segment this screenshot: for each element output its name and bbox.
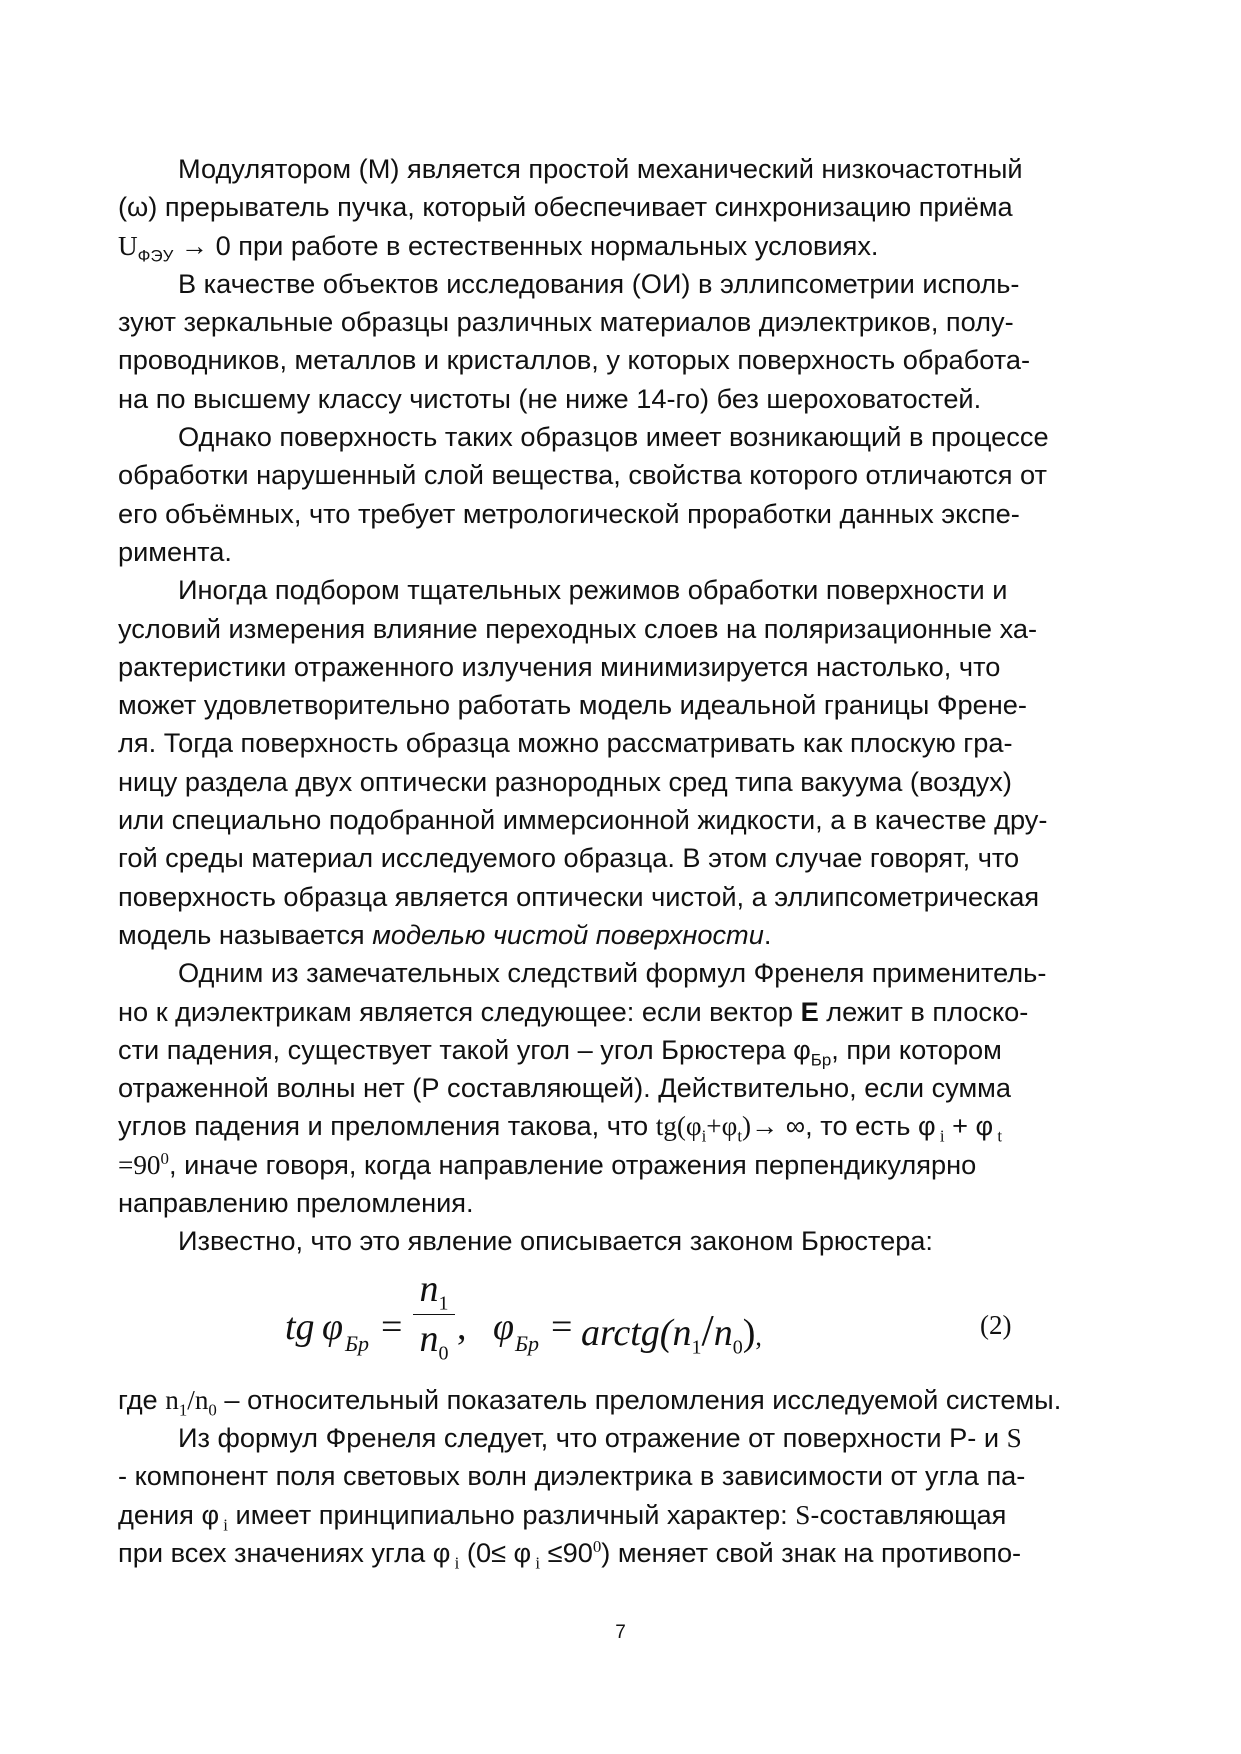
p3-line-1: Однако поверхность таких образцов имеет возникающий в процессе: [178, 421, 1049, 453]
p4-line-9: поверхность образца является оптически чистой, а эллипсометрическая: [118, 880, 1040, 912]
p5-line-3: [118, 1031, 1123, 1069]
p3-line-4: римента.: [118, 535, 232, 567]
p2-line-3: проводников, металлов и кристаллов, у которых поверхность обработа-: [118, 344, 1031, 376]
s-letter-2: S: [795, 1499, 811, 1530]
p8-line-3-start: дения φ: [118, 1498, 220, 1530]
p2-line-4: на по высшему классу чистоты (не ниже 14-го) без шероховатостей.: [118, 382, 982, 414]
p8-line-4-start: при всех значениях угла φ: [118, 1536, 451, 1568]
arctg-slash: /: [701, 1306, 714, 1355]
p5-line-1: Одним из замечательных следствий формул Френеля применитель-: [178, 957, 1047, 989]
formula-comma: ,: [457, 1306, 467, 1348]
n0-sub: 0: [208, 1400, 217, 1420]
p5-line-2: [118, 993, 1123, 1031]
formula-phi-2: φ: [493, 1306, 515, 1348]
page-number: 7: [615, 1622, 626, 1643]
sub-t: t: [737, 1126, 742, 1146]
tg-expression: [655, 1111, 752, 1146]
p8-degree-sup: 0: [592, 1536, 602, 1556]
num-n: n: [419, 1268, 439, 1310]
p7-rest: – относительный показатель преломления исследуемой системы.: [216, 1383, 1062, 1415]
brewster-subscript: Бр: [810, 1050, 832, 1070]
num-sub: 1: [438, 1292, 449, 1315]
degree-sup: 0: [160, 1148, 169, 1168]
p5-line-3-end: , при котором: [831, 1033, 1002, 1065]
tg-close: ): [742, 1111, 752, 1142]
sub-i: i: [701, 1126, 707, 1146]
n-ratio: [165, 1384, 217, 1420]
p4-line-10-start: модель называется: [118, 918, 373, 950]
fraction-bar: [413, 1314, 455, 1315]
u-subscript: ФЭУ: [137, 246, 174, 266]
p5-line-4: отраженной волны нет (Р составляющей). Действительно, если сумма: [118, 1072, 1011, 1104]
p5-line-6-rest: , иначе говоря, когда направление отражения перпендикулярно: [168, 1148, 977, 1180]
p4-line-3: рактеристики отраженного излучения минимизируется настолько, что: [118, 650, 1001, 682]
p4-line-1: Иногда подбором тщательных режимов обработки поверхности и: [178, 574, 1008, 606]
ninety: =90: [118, 1149, 161, 1180]
p1-line-3-rest: → 0 при работе в естественных нормальных условиях.: [180, 229, 879, 261]
p2-line-1: В качестве объектов исследования (ОИ) в эллипсометрии исполь-: [178, 267, 1020, 299]
p8-line-3-end: -составляющая: [810, 1498, 1007, 1530]
vector-e: E: [800, 995, 819, 1027]
formula-equals: =: [381, 1306, 403, 1348]
p4-line-4: может удовлетворительно работать модель идеальной границы Френе-: [118, 689, 1027, 721]
sub-t-2: t: [993, 1126, 1003, 1146]
formula-arctg: [581, 1305, 762, 1359]
arctg-n0: n: [713, 1312, 733, 1354]
tg-open: tg(φ: [655, 1111, 702, 1142]
p8-line-4: [118, 1534, 1123, 1572]
formula-sub-br-2: Бр: [515, 1331, 539, 1356]
p4-line-10: [118, 916, 1123, 954]
brewster-formula: [285, 1268, 1045, 1385]
p4-line-2: условий измерения влияние переходных слоев на поляризационные ха-: [118, 612, 1038, 644]
p8-l4-sub-i2: i: [531, 1553, 541, 1573]
formula-sub-br: Бр: [345, 1331, 369, 1356]
p4-line-5: ля. Тогда поверхность образца можно рассматривать как плоскую гра-: [118, 727, 1013, 759]
den-sub: 0: [438, 1342, 449, 1365]
p2-line-2: зуют зеркальные образцы различных материалов диэлектриков, полу-: [118, 306, 1014, 338]
arctg-text: arctg(n: [581, 1312, 692, 1354]
p4-line-6: ницу раздела двух оптически разнородных сред типа вакуума (воздух): [118, 765, 1012, 797]
p5-line-6: [118, 1146, 1123, 1184]
p7-where: где: [118, 1383, 166, 1415]
p8-l4-sub-i: i: [450, 1553, 460, 1573]
den-n: n: [419, 1318, 439, 1360]
p1-line-1: Модулятором (М) является простой механический низкочастотный: [178, 153, 1023, 184]
p8-line-1: [118, 1419, 1123, 1457]
p7-line-1: [118, 1381, 1123, 1419]
tg-plus: +φ: [706, 1111, 738, 1142]
p8-line-4-range: (0≤ φ: [459, 1536, 532, 1568]
formula-equals-2: =: [551, 1306, 573, 1348]
p1-line-2: (ω) прерыватель пучка, который обеспечивает синхронизацию приёма: [118, 191, 1013, 223]
p4-line-7: или специально подобранной иммерсионной жидкости, а в качестве дру-: [118, 804, 1048, 836]
clean-surface-model-term: моделью чистой поверхности: [372, 918, 764, 950]
p8-line-3-mid: имеет принципиально различный характер:: [228, 1498, 796, 1530]
p8-line-3: [118, 1496, 1123, 1534]
p5-line-2-end: лежит в плоско-: [818, 995, 1029, 1027]
slash-n0: /n: [187, 1384, 209, 1415]
arctg-close: ): [742, 1312, 756, 1354]
p8-line-2: - компонент поля световых волн диэлектрика в зависимости от угла па-: [118, 1460, 1026, 1492]
fraction-numerator: [413, 1267, 455, 1315]
fraction-denominator: [413, 1317, 455, 1365]
p5-line-5-start: углов падения и преломления такова, что: [118, 1110, 656, 1142]
p5-line-7: направлению преломления.: [118, 1187, 474, 1219]
p4-line-10-end: .: [763, 918, 772, 950]
s-letter: S: [1006, 1422, 1022, 1453]
p1-line-3: [118, 227, 1123, 265]
formula-end-comma: ,: [755, 1322, 762, 1351]
formula-phi: φ: [322, 1306, 344, 1348]
p3-line-2: обработки нарушенный слой вещества, свойства которого отличаются от: [118, 459, 1047, 491]
arctg-sub0: 0: [732, 1336, 743, 1359]
p6-line-1: Известно, что это явление описывается законом Брюстера:: [178, 1225, 933, 1257]
p8-line-1-start: Из формул Френеля следует, что отражение от поверхности Р- и: [178, 1421, 1007, 1453]
arctg-sub1: 1: [691, 1336, 702, 1359]
p5-line-5-mid: → ∞, то есть φ: [751, 1110, 936, 1142]
p5-line-3-start: сти падения, существует такой угол – угол Брюстера φ: [118, 1033, 811, 1065]
equation-number: (2): [980, 1310, 1012, 1340]
p5-line-5: [118, 1107, 1123, 1145]
p4-line-8: гой среды материал исследуемого образца. В этом случае говорят, что: [118, 842, 1020, 874]
p8-line-4-le: ≤90: [540, 1536, 593, 1568]
p8-line-4-end: ) меняет свой знак на противопо-: [601, 1536, 1022, 1568]
sub-i-2: i: [935, 1126, 945, 1146]
p3-line-3: его объёмных, что требует метрологической проработки данных экспе-: [118, 497, 1020, 529]
formula-fraction: [413, 1267, 455, 1365]
p8-sub-i: i: [219, 1514, 228, 1534]
u-symbol: U: [118, 230, 138, 261]
p5-line-2-start: но к диэлектрикам является следующее: если вектор: [118, 995, 801, 1027]
n1-sub: 1: [178, 1400, 188, 1420]
n1: n: [165, 1384, 179, 1415]
p5-line-5-plus: + φ: [944, 1110, 994, 1142]
formula-tg: tg: [285, 1306, 315, 1348]
